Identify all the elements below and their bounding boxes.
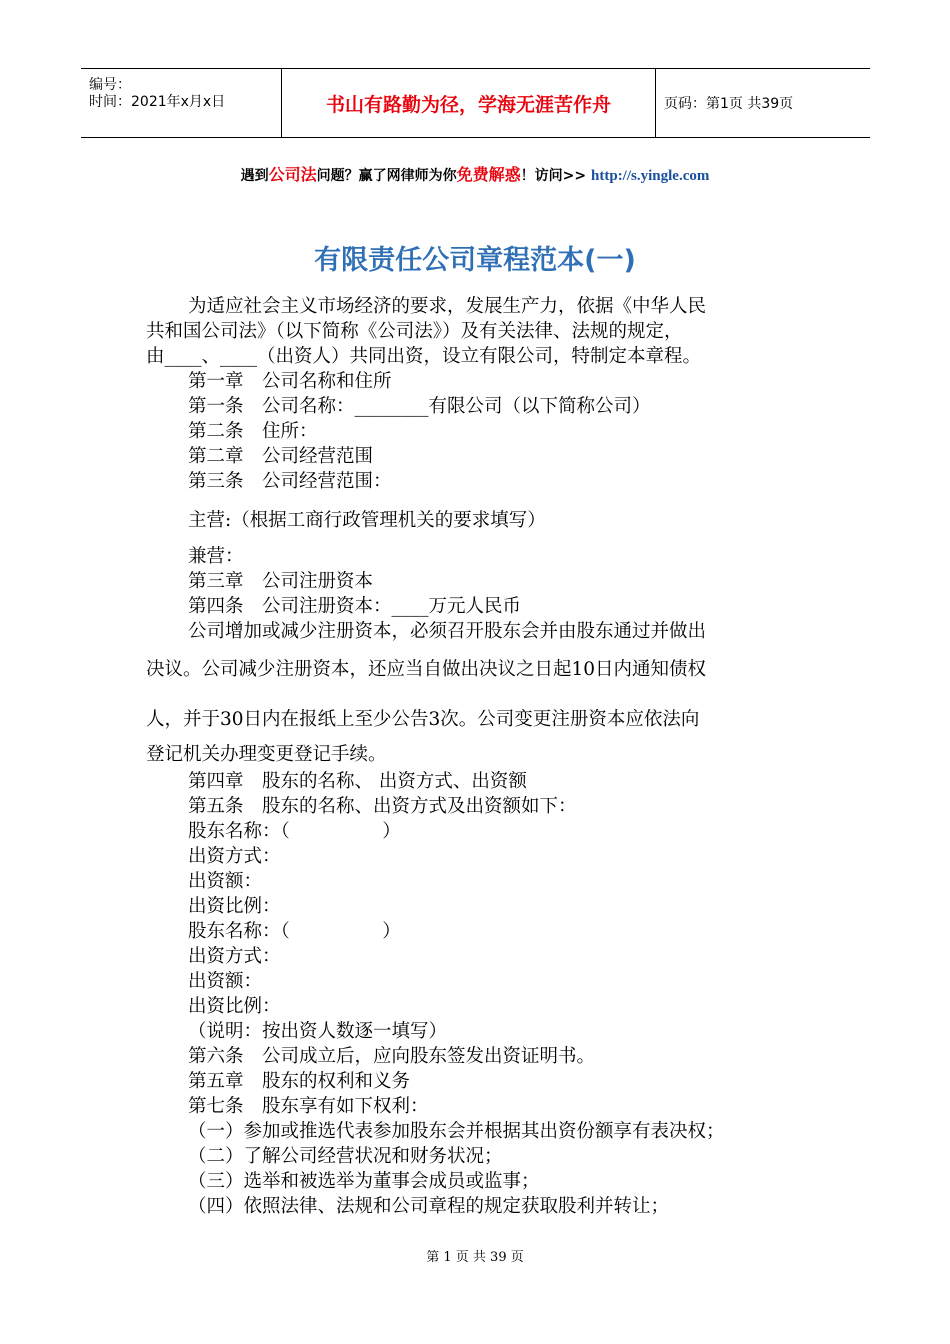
document-header [81, 68, 870, 138]
promo-keyword[interactable]: 公司法 [268, 165, 317, 184]
article-line: 第二条 住所： [188, 421, 318, 442]
header-motto: 书山有路勤为径，学海无涯苦作舟 [282, 69, 656, 137]
chapter-heading: 第四章 股东的名称、 出资方式、出资额 [188, 771, 527, 792]
body-line: 由____、____（出资人）共同出资，设立有限公司，特制定本章程。 [146, 346, 702, 367]
time-label: 时间：2021年x月x日 [89, 94, 226, 110]
body-line: 登记机关办理变更登记手续。 [146, 744, 387, 765]
body-line: 公司增加或减少注册资本，必须召开股东会并由股东通过并做出 [188, 621, 707, 642]
page-footer: 第 1 页 共 39 页 [426, 1250, 524, 1265]
article-line: 第五条 股东的名称、出资方式及出资额如下： [188, 796, 577, 817]
chapter-heading: 第五章 股东的权利和义务 [188, 1071, 411, 1092]
list-item: （二）了解公司经营状况和财务状况； [188, 1146, 503, 1167]
document-title: 有限责任公司章程范本(一) [314, 245, 636, 276]
promo-banner [0, 162, 950, 185]
promo-suffix: ！访问>> [520, 168, 592, 184]
article-line: 第四条 公司注册资本：____万元人民币 [188, 596, 522, 617]
promo-highlight: 免费解惑 [456, 165, 521, 184]
article-line: 第一条 公司名称：________有限公司（以下简称公司） [188, 396, 651, 417]
body-line: 股东名称：（ ） [188, 921, 401, 942]
list-item: （三）选举和被选举为董事会成员或监事； [188, 1171, 540, 1192]
article-line: 第三条 公司经营范围： [188, 471, 392, 492]
article-line: 第七条 股东享有如下权利： [188, 1096, 429, 1117]
body-line: 主营:（根据工商行政管理机关的要求填写） [188, 510, 546, 531]
list-item: （四）依照法律、法规和公司章程的规定获取股利并转让； [188, 1196, 670, 1217]
body-line: 出资比例： [188, 996, 281, 1017]
body-line: 出资额： [188, 971, 263, 992]
body-line: 兼营： [188, 546, 244, 567]
body-line: 出资比例： [188, 896, 281, 917]
body-line: 出资方式： [188, 946, 281, 967]
chapter-heading: 第二章 公司经营范围 [188, 446, 374, 467]
chapter-heading: 第三章 公司注册资本 [188, 571, 374, 592]
code-label: 编号： [89, 77, 131, 93]
list-item: （一）参加或推选代表参加股东会并根据其出资份额享有表决权； [188, 1121, 725, 1142]
body-line: 出资方式： [188, 846, 281, 867]
promo-prefix: 遇到 [240, 168, 269, 184]
body-line: 共和国公司法》（以下简称《公司法》）及有关法律、法规的规定， [146, 321, 683, 342]
promo-middle: 问题？赢了网律师为你 [316, 168, 457, 184]
body-line: 出资额： [188, 871, 263, 892]
body-line: 股东名称：（ ） [188, 821, 401, 842]
chapter-heading: 第一章 公司名称和住所 [188, 371, 392, 392]
header-meta-cell [81, 69, 282, 137]
promo-link[interactable]: http://s.yingle.com [591, 168, 710, 184]
body-line: （说明：按出资人数逐一填写） [188, 1021, 448, 1042]
article-line: 第六条 公司成立后，应向股东签发出资证明书。 [188, 1046, 596, 1067]
header-page-info: 页码：第1页 共39页 [664, 96, 794, 112]
body-line: 为适应社会主义市场经济的要求，发展生产力，依据《中华人民 [188, 296, 707, 317]
body-line: 决议。公司减少注册资本，还应当自做出决议之日起10日内通知债权 [146, 659, 707, 680]
body-line: 人，并于30日内在报纸上至少公告3次。公司变更注册资本应依法向 [146, 709, 700, 730]
